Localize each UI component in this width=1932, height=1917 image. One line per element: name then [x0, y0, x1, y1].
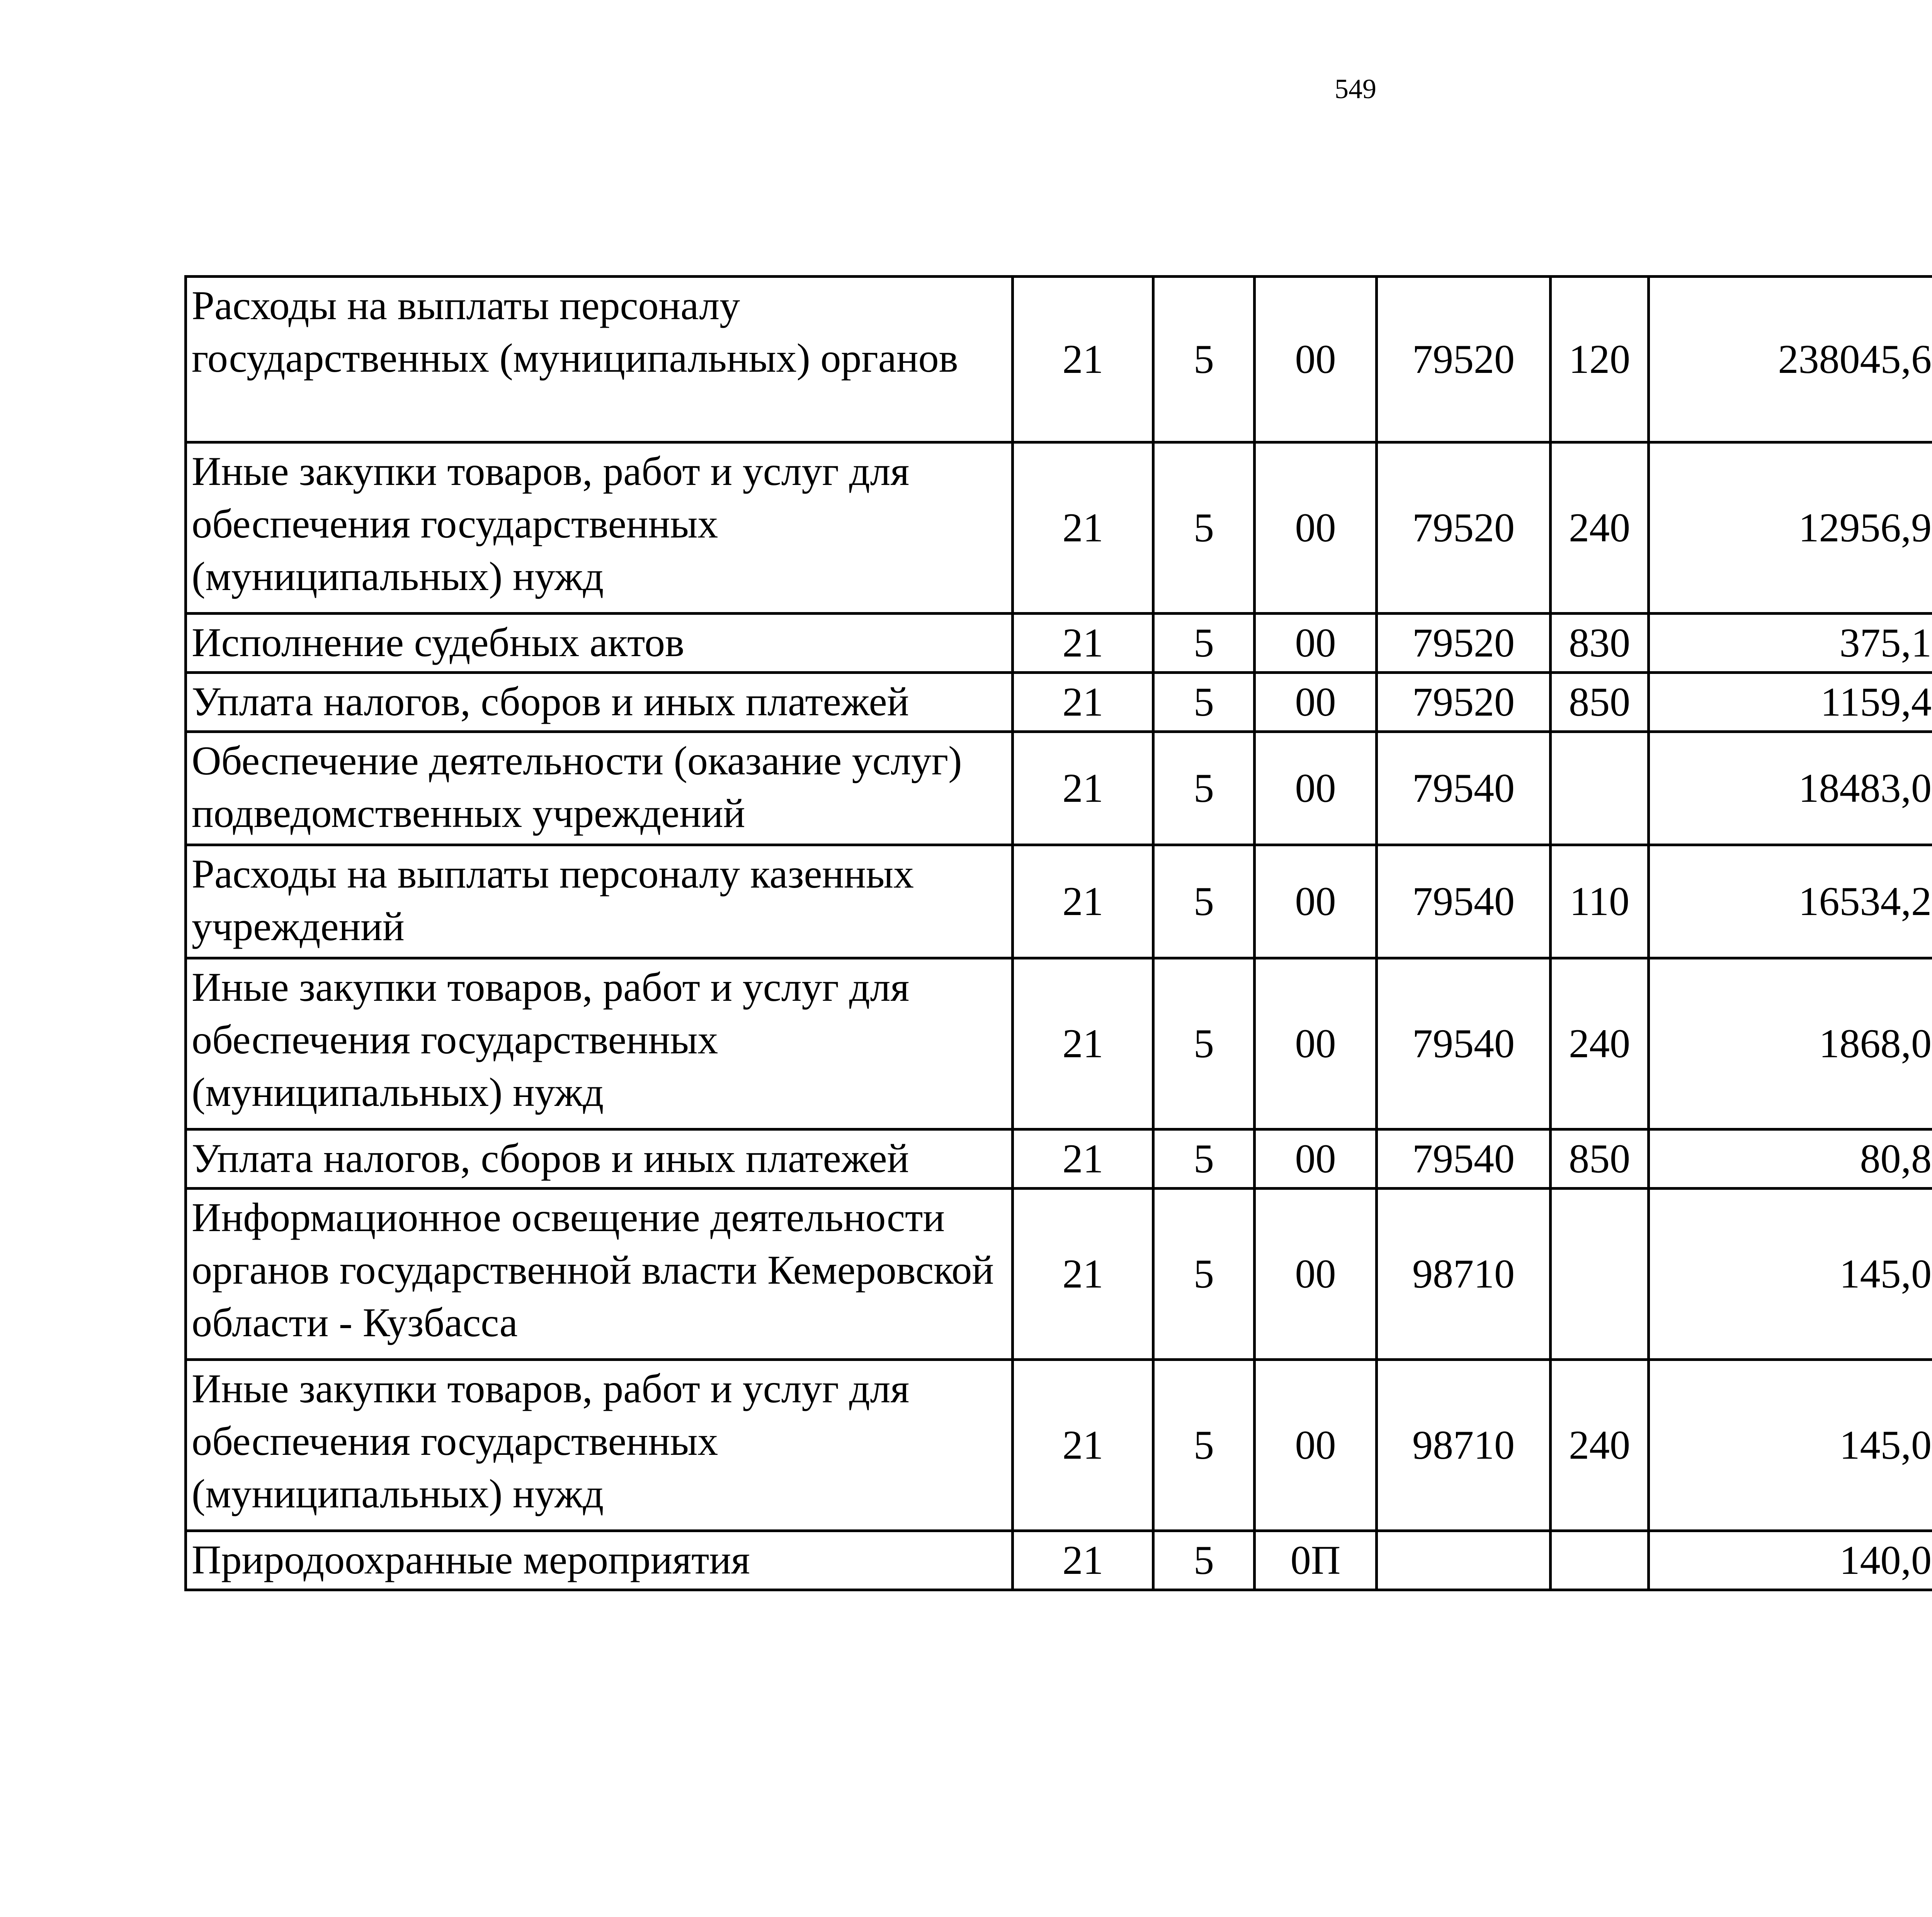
- value-cell: 375,1: [1649, 614, 1932, 673]
- code-cell: 21: [1013, 1531, 1153, 1590]
- code-cell: 79520: [1377, 614, 1551, 673]
- table-row: [186, 845, 1932, 958]
- code-cell: 00: [1255, 442, 1377, 614]
- code-cell: 00: [1255, 673, 1377, 732]
- value-cell: 80,8: [1649, 1129, 1932, 1189]
- code-cell: 21: [1013, 442, 1153, 614]
- row-name: Обеспечение деятельности (оказание услуг) подведомственных учреждений: [186, 732, 1013, 845]
- code-cell: 98710: [1377, 1189, 1551, 1360]
- code-cell: 120: [1551, 277, 1649, 442]
- table-row: [186, 1189, 1932, 1360]
- budget-table: [184, 275, 1932, 1591]
- code-cell: 79520: [1377, 673, 1551, 732]
- code-cell: 79540: [1377, 1129, 1551, 1189]
- code-cell: 5: [1153, 614, 1255, 673]
- code-cell: 79540: [1377, 958, 1551, 1129]
- table-row: [186, 1129, 1932, 1189]
- table-row: [186, 277, 1932, 442]
- code-cell: 00: [1255, 845, 1377, 958]
- code-cell: 98710: [1377, 1360, 1551, 1531]
- value-cell: 145,0: [1649, 1360, 1932, 1531]
- code-cell: 5: [1153, 1189, 1255, 1360]
- code-cell: 21: [1013, 958, 1153, 1129]
- code-cell: 21: [1013, 845, 1153, 958]
- code-cell: [1377, 1531, 1551, 1590]
- code-cell: 79520: [1377, 442, 1551, 614]
- code-cell: 21: [1013, 1189, 1153, 1360]
- code-cell: 240: [1551, 1360, 1649, 1531]
- code-cell: [1551, 1531, 1649, 1590]
- code-cell: 5: [1153, 442, 1255, 614]
- row-name: Исполнение судебных актов: [186, 614, 1013, 673]
- code-cell: 850: [1551, 1129, 1649, 1189]
- row-name: Иные закупки товаров, работ и услуг для обеспечения государственных (муниципальных) нужд: [186, 958, 1013, 1129]
- code-cell: 240: [1551, 958, 1649, 1129]
- code-cell: 240: [1551, 442, 1649, 614]
- code-cell: 5: [1153, 673, 1255, 732]
- code-cell: 00: [1255, 1189, 1377, 1360]
- row-name: Уплата налогов, сборов и иных платежей: [186, 1129, 1013, 1189]
- code-cell: [1551, 1189, 1649, 1360]
- code-cell: [1551, 732, 1649, 845]
- table-row: [186, 1360, 1932, 1531]
- row-name: Природоохранные мероприятия: [186, 1531, 1013, 1590]
- code-cell: 00: [1255, 958, 1377, 1129]
- code-cell: 00: [1255, 277, 1377, 442]
- code-cell: 21: [1013, 614, 1153, 673]
- table-row: [186, 1531, 1932, 1590]
- value-cell: 16534,2: [1649, 845, 1932, 958]
- code-cell: 79520: [1377, 277, 1551, 442]
- code-cell: 79540: [1377, 732, 1551, 845]
- table-row: [186, 732, 1932, 845]
- code-cell: 21: [1013, 732, 1153, 845]
- code-cell: 110: [1551, 845, 1649, 958]
- code-cell: 00: [1255, 732, 1377, 845]
- table-row: [186, 614, 1932, 673]
- code-cell: 79540: [1377, 845, 1551, 958]
- value-cell: 18483,0: [1649, 732, 1932, 845]
- code-cell: 21: [1013, 673, 1153, 732]
- value-cell: 238045,6: [1649, 277, 1932, 442]
- code-cell: 850: [1551, 673, 1649, 732]
- code-cell: 5: [1153, 1360, 1255, 1531]
- value-cell: 1159,4: [1649, 673, 1932, 732]
- code-cell: 0П: [1255, 1531, 1377, 1590]
- code-cell: 00: [1255, 1129, 1377, 1189]
- row-name: Иные закупки товаров, работ и услуг для обеспечения государственных (муниципальных) нужд: [186, 442, 1013, 614]
- code-cell: 5: [1153, 845, 1255, 958]
- table-row: [186, 673, 1932, 732]
- code-cell: 00: [1255, 1360, 1377, 1531]
- code-cell: 21: [1013, 1360, 1153, 1531]
- row-name: Уплата налогов, сборов и иных платежей: [186, 673, 1013, 732]
- table-row: [186, 442, 1932, 614]
- code-cell: 5: [1153, 1531, 1255, 1590]
- value-cell: 145,0: [1649, 1189, 1932, 1360]
- row-name: Расходы на выплаты персоналу государственных (муниципальных) органов: [186, 277, 1013, 442]
- value-cell: 140,0: [1649, 1531, 1932, 1590]
- value-cell: 12956,9: [1649, 442, 1932, 614]
- row-name: Расходы на выплаты персоналу казенных учреждений: [186, 845, 1013, 958]
- row-name: Информационное освещение деятельности органов государственной власти Кемеровской области - Кузбасса: [186, 1189, 1013, 1360]
- code-cell: 5: [1153, 1129, 1255, 1189]
- code-cell: 00: [1255, 614, 1377, 673]
- code-cell: 21: [1013, 277, 1153, 442]
- code-cell: 21: [1013, 1129, 1153, 1189]
- row-name: Иные закупки товаров, работ и услуг для обеспечения государственных (муниципальных) нужд: [186, 1360, 1013, 1531]
- code-cell: 5: [1153, 732, 1255, 845]
- table-row: [186, 958, 1932, 1129]
- code-cell: 5: [1153, 277, 1255, 442]
- code-cell: 5: [1153, 958, 1255, 1129]
- page-number: 549: [1335, 73, 1376, 104]
- value-cell: 1868,0: [1649, 958, 1932, 1129]
- code-cell: 830: [1551, 614, 1649, 673]
